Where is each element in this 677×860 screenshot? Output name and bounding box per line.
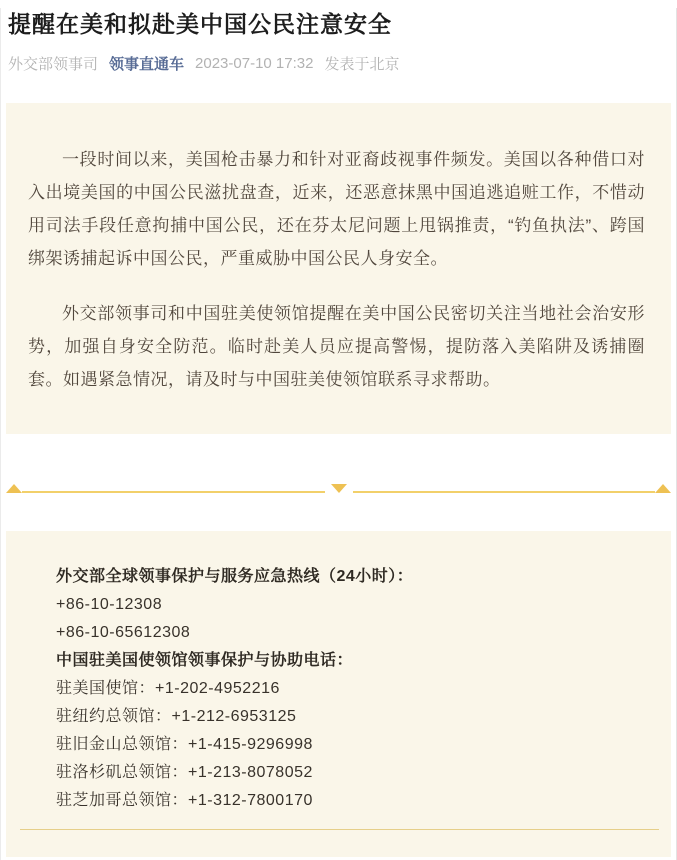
- publish-location: 发表于北京: [324, 56, 400, 73]
- decorative-separator: [6, 483, 671, 493]
- article-page: [0, 8, 677, 860]
- hotline-entry: 驻纽约总领馆：+1-212-6953125: [56, 708, 297, 725]
- hotline-entry: 驻旧金山总领馆：+1-415-9296998: [56, 736, 313, 753]
- triangle-down-center-icon: [331, 484, 347, 493]
- hotline-heading-us: 中国驻美国使领馆领事保护与协助电话：: [56, 652, 354, 669]
- triangle-up-right-icon: [655, 484, 671, 493]
- hotline-content: [6, 563, 671, 815]
- separator-line-left: [22, 491, 325, 493]
- hotline-entry: 驻洛杉矶总领馆：+1-213-8078052: [56, 764, 313, 781]
- hotline-number: +86-10-12308: [56, 596, 163, 613]
- author-name: 外交部领事司: [8, 56, 99, 73]
- triangle-up-left-icon: [6, 484, 22, 493]
- account-link[interactable]: 领事直通车: [109, 56, 185, 73]
- body-paragraph: 外交部领事司和中国驻美使领馆提醒在美中国公民密切关注当地社会治安形势，加强自身安全防范。临时赴美人员应提高警惕，提防落入美陷阱及诱捕圈套。如遇紧急情况，请及时与中国驻美使领馆联系寻求帮助。: [28, 304, 645, 389]
- hotline-entry: 驻芝加哥总领馆：+1-312-7800170: [56, 792, 313, 809]
- hotline-box: [6, 531, 671, 857]
- hotline-heading-global: 外交部全球领事保护与服务应急热线（24小时）：: [56, 568, 414, 585]
- publish-datetime: 2023-07-10 17:32: [195, 55, 314, 72]
- separator-line-right: [353, 491, 656, 493]
- page-title: 提醒在美和拟赴美中国公民注意安全: [8, 11, 392, 37]
- body-paragraph: 一段时间以来，美国枪击暴力和针对亚裔歧视事件频发。美国以各种借口对入出境美国的中国公民滋扰盘查，近来，还恶意抹黑中国追逃追赃工作，不惜动用司法手段任意拘捕中国公民，还在芬太尼问题上甩锅推责，“钓鱼执法”、跨国绑架诱捕起诉中国公民，严重威胁中国公民人身安全。: [28, 150, 645, 268]
- article-body-box: [6, 103, 671, 434]
- hotline-entry: 驻美国使馆：+1-202-4952216: [56, 680, 280, 697]
- hotline-number: +86-10-65612308: [56, 624, 191, 641]
- article-meta: [8, 53, 674, 74]
- bottom-divider: [20, 829, 659, 830]
